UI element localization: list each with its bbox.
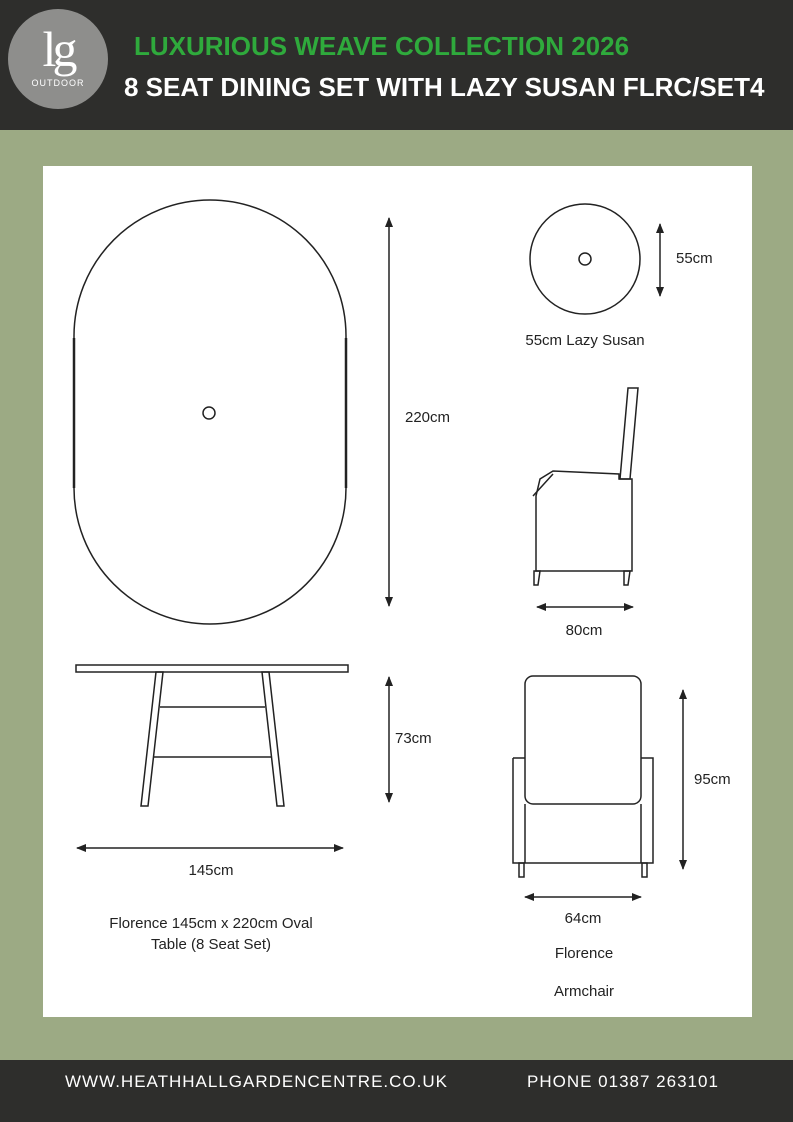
drawing-panel xyxy=(43,166,752,1017)
logo-subtitle: OUTDOOR xyxy=(31,78,85,88)
table-length-label: 220cm xyxy=(405,409,451,426)
brand-logo xyxy=(8,9,108,109)
lazy-susan-caption: 55cm Lazy Susan xyxy=(525,332,645,349)
parasol-hole-icon xyxy=(203,407,215,419)
chair-side-view xyxy=(533,388,638,585)
footer-bar xyxy=(0,1060,793,1122)
phone-number: PHONE 01387 263101 xyxy=(527,1072,719,1091)
logo-mark: lg xyxy=(42,21,74,77)
lazy-susan-hole-icon xyxy=(579,253,591,265)
product-title: 8 SEAT DINING SET WITH LAZY SUSAN FLRC/SET4 xyxy=(124,72,765,102)
header-bar xyxy=(0,0,793,130)
chair-caption-line1: Florence xyxy=(554,945,614,962)
chair-depth-label: 80cm xyxy=(565,622,603,639)
chair-height-label: 95cm xyxy=(694,771,731,788)
table-height-label: 73cm xyxy=(395,730,432,747)
collection-title: LUXURIOUS WEAVE COLLECTION 2026 xyxy=(134,31,630,61)
table-caption-line1: Florence 145cm x 220cm Oval xyxy=(109,915,313,932)
lazy-susan-view xyxy=(530,204,640,314)
chair-front-view xyxy=(513,676,653,877)
table-side-view xyxy=(76,665,348,806)
chair-width-label: 64cm xyxy=(564,910,602,927)
chair-caption-line2: Armchair xyxy=(553,983,614,1000)
website-link[interactable]: WWW.HEATHHALLGARDENCENTRE.CO.UK xyxy=(65,1072,448,1091)
oval-table-top-view xyxy=(74,200,346,624)
table-width-label: 145cm xyxy=(188,862,234,879)
lazy-susan-size-label: 55cm xyxy=(676,250,713,267)
table-caption-line2: Table (8 Seat Set) xyxy=(150,936,272,953)
technical-drawing xyxy=(43,166,752,1017)
